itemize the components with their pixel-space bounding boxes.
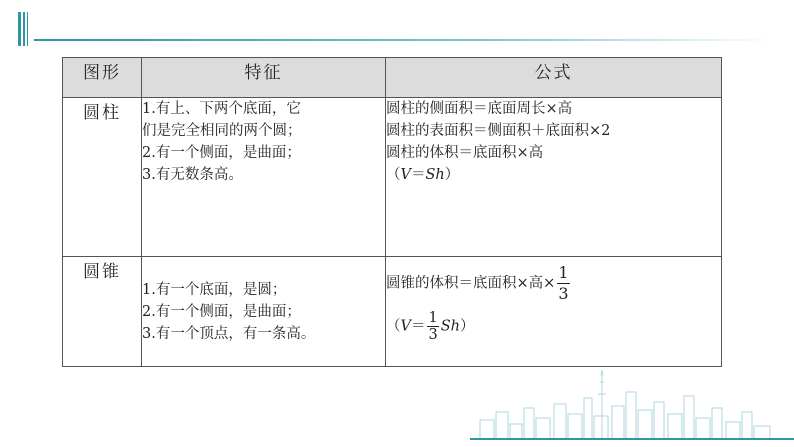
paren-open: （ [386, 318, 401, 335]
var-v: V [400, 167, 411, 183]
cylinder-formulas [386, 98, 722, 257]
var-v: V [400, 318, 411, 335]
accent-bars [18, 12, 32, 46]
cylinder-feature-line: 1.有上、下两个底面，它 [142, 101, 301, 117]
fraction-numerator: 1 [558, 263, 569, 282]
cylinder-volume-formula: 圆柱的体积＝底面积×高 [386, 145, 544, 161]
city-skyline-decoration [470, 368, 794, 447]
formula-table [62, 57, 722, 367]
accent-line [34, 39, 774, 41]
cylinder-feature-line: 3.有无数条高。 [142, 167, 243, 183]
equals-sign: ＝ [410, 167, 426, 183]
cone-feature-line: 3.有一个顶点，有一条高。 [142, 326, 316, 342]
cone-feature-line: 1.有一个底面，是圆； [142, 282, 287, 298]
title-decoration [0, 0, 794, 50]
cylinder-volume-symbolic [386, 164, 721, 186]
table-header-row [63, 58, 722, 98]
fraction-denominator: 3 [558, 284, 569, 303]
header-shape: 图形 [63, 58, 142, 98]
cone-volume-symbolic [386, 310, 721, 343]
cone-formulas [386, 257, 722, 367]
fraction-one-third [427, 310, 438, 343]
cylinder-features [142, 98, 386, 257]
var-sh: Sh [440, 318, 460, 335]
paren-open: （ [386, 167, 401, 183]
row-label-cone: 圆锥 [63, 257, 142, 367]
fraction-one-third [557, 263, 569, 304]
fraction-denominator: 3 [428, 327, 438, 343]
paren-close: ） [460, 318, 475, 335]
fraction-numerator: 1 [428, 310, 438, 326]
cylinder-feature-line: 们是完全相同的两个圆； [142, 123, 302, 139]
header-formula: 公式 [386, 58, 722, 98]
table-row-cone [63, 257, 722, 367]
cylinder-lateral-area-formula: 圆柱的侧面积＝底面周长×高 [386, 101, 573, 117]
cylinder-surface-area-formula: 圆柱的表面积＝侧面积＋底面积×2 [386, 123, 611, 139]
cone-feature-line: 2.有一个侧面，是曲面； [142, 304, 301, 320]
table-row-cylinder [63, 98, 722, 257]
equals-sign: ＝ [410, 318, 426, 335]
var-sh: Sh [425, 167, 445, 183]
cylinder-feature-line: 2.有一个侧面，是曲面； [142, 145, 301, 161]
row-label-cylinder: 圆柱 [63, 98, 142, 257]
paren-close: ） [444, 167, 460, 183]
cone-volume-text: 圆锥的体积＝底面积×高× [386, 275, 556, 292]
header-feature: 特征 [142, 58, 386, 98]
cone-volume-formula [386, 263, 721, 304]
cone-features [142, 257, 386, 367]
